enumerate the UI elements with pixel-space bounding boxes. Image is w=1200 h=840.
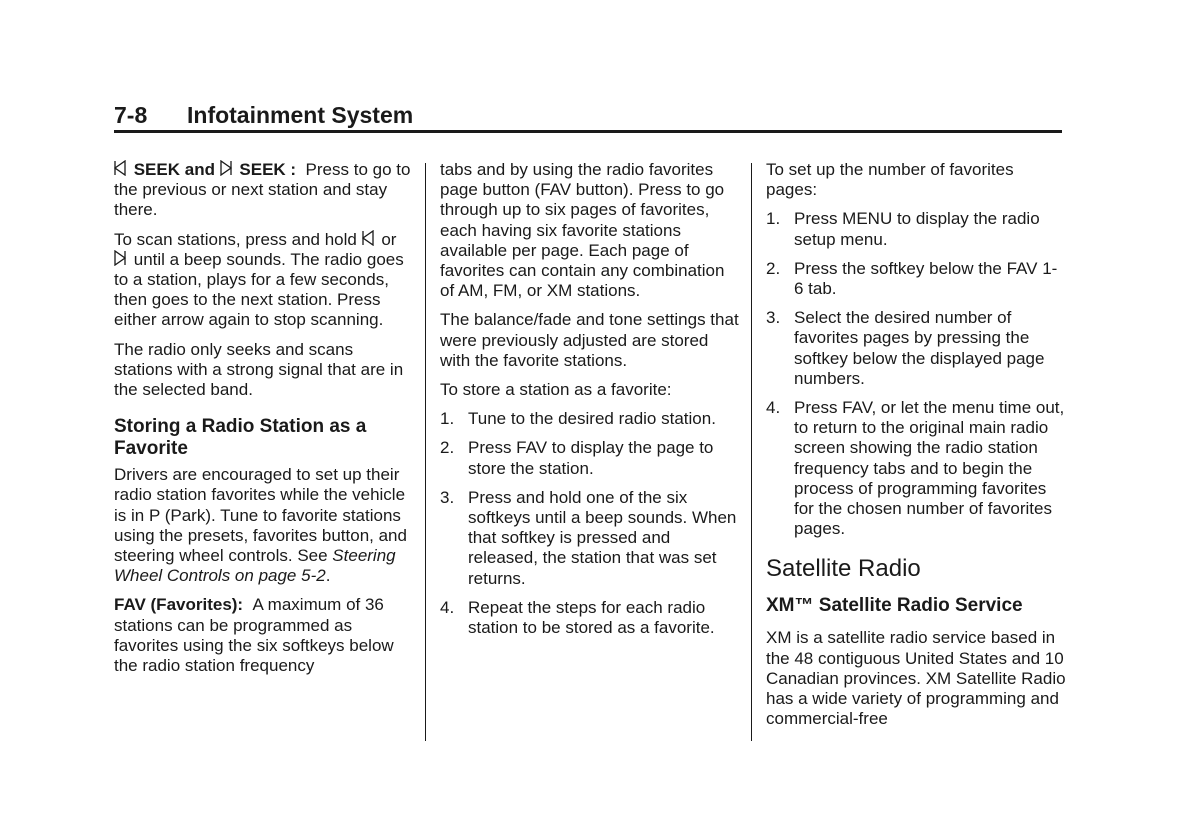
column-divider-1: [425, 163, 426, 741]
page-header: [114, 100, 1062, 133]
seek-label-2: SEEK :: [234, 160, 297, 179]
continued-paragraph: tabs and by using the radio favorites page button (FAV button). Press to go through up to six pages of favorites, each having six favorite stations available per page. Each page of favorites can contain any combination of AM, FM, or XM stations.: [440, 160, 725, 301]
seek-label-1: SEEK and: [129, 160, 220, 179]
column-2: [440, 160, 740, 647]
step-text: Press and hold one of the six softkeys until a beep sounds. When that softkey is pressed and released, the station that was set returns.: [468, 487, 737, 588]
seek-up-icon: [114, 250, 126, 266]
drivers-end: .: [325, 566, 331, 586]
step-number: 2.: [440, 438, 455, 458]
page-number: 7-8: [114, 102, 148, 128]
step-number: 3.: [766, 308, 781, 328]
seek-up-icon: [220, 160, 232, 176]
drivers-text: Drivers are encouraged to set up their radio station favorites while the vehicle is in P (Park). Tune to favorite stations using the presets, favorites button, and steering wheel controls. See: [114, 465, 407, 566]
xm-paragraph: XM is a satellite radio service based in the 48 contiguous United States and 10 Canadian provinces. XM Satellite Radio has a wide variety of programming and commercial-free: [766, 628, 1066, 729]
drivers-paragraph: [114, 465, 414, 586]
steering-wheel-controls-link[interactable]: Steering Wheel Controls on page 5-2: [114, 546, 396, 586]
fav-paragraph: [114, 595, 414, 676]
list-item: [440, 409, 740, 429]
seek-down-icon: [362, 230, 374, 246]
list-item: [766, 308, 1066, 389]
step-text: Press FAV to display the page to store the station.: [468, 438, 714, 478]
xm-service-heading: XM™ Satellite Radio Service: [766, 595, 1023, 617]
scan-paragraph: [114, 230, 414, 331]
step-text: Press the softkey below the FAV 1-6 tab.: [794, 258, 1058, 299]
list-item: [766, 209, 1066, 249]
step-number: 1.: [766, 209, 781, 229]
step-number: 4.: [440, 597, 455, 617]
list-item: [440, 438, 740, 478]
seek-down-icon: [114, 160, 126, 176]
satellite-radio-heading: Satellite Radio: [766, 555, 921, 583]
step-text: Tune to the desired radio station.: [468, 409, 716, 429]
setup-intro: To set up the number of favorites pages:: [766, 160, 1014, 200]
list-item: [440, 488, 740, 589]
fav-text: A maximum of 36 stations can be programmed as favorites using the six softkeys below the radio station frequency: [114, 595, 394, 676]
balance-paragraph: The balance/fade and tone settings that were previously adjusted are stored with the favorite stations.: [440, 310, 739, 370]
step-number: 1.: [440, 409, 455, 429]
seek-paragraph: [114, 160, 414, 221]
list-item: [440, 598, 740, 638]
step-number: 4.: [766, 398, 781, 418]
store-intro: To store a station as a favorite:: [440, 380, 672, 400]
scan-text-a: To scan stations, press and hold: [114, 229, 357, 249]
fav-label: FAV (Favorites):: [114, 595, 244, 615]
column-divider-2: [751, 163, 752, 741]
step-text: Select the desired number of favorites pages by pressing the softkey below the displayed page numbers.: [794, 308, 1045, 388]
seek-description: Press to go to the previous or next station and stay there.: [114, 160, 411, 220]
store-steps-list: [440, 409, 740, 638]
scan-text-b: or: [381, 229, 397, 249]
step-number: 2.: [766, 258, 781, 278]
step-text: Press FAV, or let the menu time out, to return to the original main radio screen showing the radio station frequency tabs and to begin the process of programming favorites for the chosen number of favorites pages.: [794, 398, 1065, 539]
step-number: 3.: [440, 487, 455, 507]
setup-steps-list: [766, 209, 1066, 539]
list-item: [766, 259, 1066, 299]
column-1: [114, 160, 414, 685]
step-text: Press MENU to display the radio setup menu.: [794, 209, 1040, 249]
storing-heading: Storing a Radio Station as a Favorite: [114, 416, 367, 460]
chapter-title: Infotainment System: [187, 102, 414, 128]
strong-signal-paragraph: The radio only seeks and scans stations with a strong signal that are in the selected band.: [114, 339, 404, 400]
scan-text-c: until a beep sounds. The radio goes to a station, plays for a few seconds, then goes to the next station. Press either arrow again to stop scanning.: [114, 249, 404, 330]
list-item: [766, 398, 1066, 539]
column-3: [766, 160, 1066, 738]
step-text: Repeat the steps for each radio station to be stored as a favorite.: [468, 597, 715, 638]
